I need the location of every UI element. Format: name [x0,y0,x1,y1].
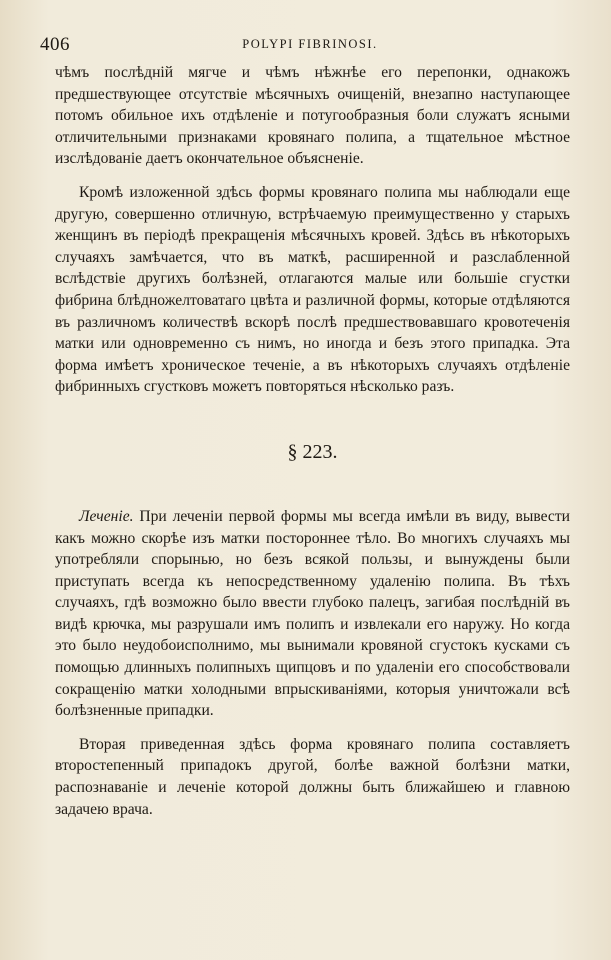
treatment-lead: Леченiе. [79,507,134,525]
section-heading: § 223. [287,440,338,463]
treatment-text: При леченiи первой формы мы всегда имѣли въ виду, вывести какъ можно скорѣе изъ матки постороннее тѣло. Во многихъ случаяхъ мы употребляли спорынью, но безъ всякой пользы, и вынуждены были приступать всегда къ непосредственному удаленiю полипа. Въ тѣхъ случаяхъ, гдѣ возможно было ввести глубоко палецъ, загибая послѣднiй въ видѣ крючка, мы разрушали имъ полипъ и извлекали его наружу. Но когда это было неудобоисполнимо, мы вынимали кровяной сгустокъ кусками съ помощью длинныхъ полипныхъ щипцовъ и по удаленiи его способствовали сокращенiю матки холодными впрыскиванiями, которыя уничтожали всѣ болѣзненные припадки. [55,507,570,720]
paragraph-treatment [55,506,570,722]
paragraph-second-form: Кромѣ изложенной здѣсь формы кровянаго полипа мы наблюдали еще другую, совершенно отличную, встрѣчаемую преимущественно у старыхъ женщинъ въ перiодѣ прекращенiя мѣсячныхъ кровей. Здѣсь въ нѣкоторыхъ случаяхъ замѣчается, что въ маткѣ, расширенной и разслабленной вслѣдствiе другихъ болѣзней, отлагаются малые или большiе сгустки фибрина блѣдножелтоватаго цвѣта и различной формы, которые отдѣляются въ различномъ количествѣ вскорѣ послѣ предшествовавшаго кровотеченiя матки или одновременно съ нимъ, но иногда и безъ этого припадка. Эта форма имѣетъ хроническое теченiе, а въ нѣкоторыхъ случаяхъ отдѣленiе фибринныхъ сгустковъ можетъ повторяться нѣсколько разъ. [55,183,570,396]
page-number: 406 [40,34,70,55]
paragraph-continuation: чѣмъ послѣднiй мягче и чѣмъ нѣжнѣе его перепонки, однакожъ предшествующее отсутствiе мѣсячныхъ очищенiй, внезапно наступающее потомъ обильное ихъ отдѣленiе и потугообразныя боли служатъ ясными отличительными признаками кровянаго полипа, а тщательное мѣстное изслѣдованiе даетъ окончательное объясненiе. [55,64,570,168]
paragraph-closing: Вторая приведенная здѣсь форма кровянаго полипа составляетъ второстепенный припадокъ другой, болѣе важной болѣзни матки, распознаванiе и леченiе которой должны быть ближайшею и главною задачею врача. [55,735,570,818]
running-head: POLYPI FIBRINOSI. [242,37,378,51]
page-header [40,34,580,56]
body-text [55,62,570,820]
